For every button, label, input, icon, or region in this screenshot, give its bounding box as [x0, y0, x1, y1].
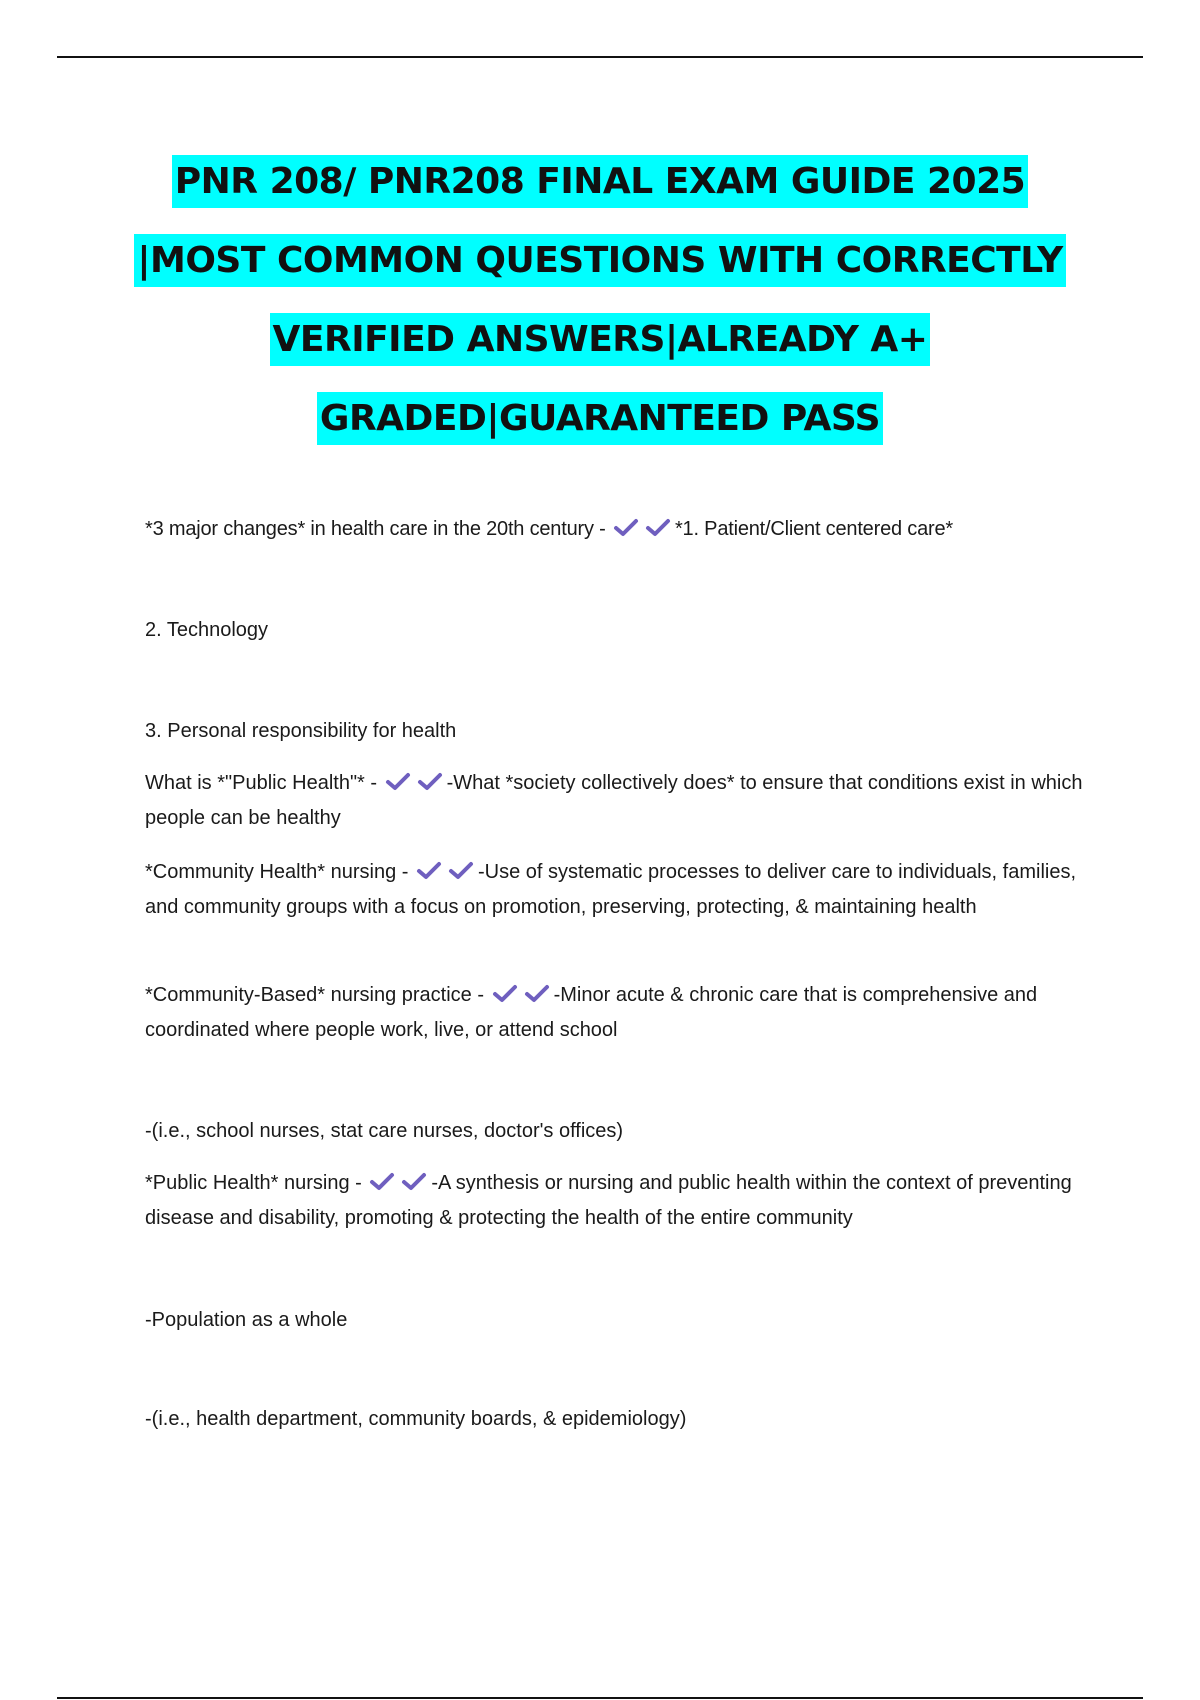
checkmark-icon: [416, 858, 444, 878]
answer-text: -Use of systematic processes to deliver care to individuals, families, and community groups with a focus on promotion, preserving, protecting, & maintaining health: [145, 861, 1077, 918]
checkmark-icon: [417, 769, 445, 789]
title-line-2: |MOST COMMON QUESTIONS WITH CORRECTLY: [134, 234, 1065, 287]
checkmark-icon: [401, 1169, 429, 1189]
question-text: *Community Health* nursing -: [145, 861, 414, 883]
title-line-3: VERIFIED ANSWERS|ALREADY A+: [270, 313, 931, 366]
answer-text: -A synthesis or nursing and public health within the context of preventing disease and disability, promoting & protecting the health of the entire community: [145, 1172, 1072, 1229]
qa-item: [145, 855, 1090, 925]
title-line-4: GRADED|GUARANTEED PASS: [317, 392, 883, 445]
top-rule: [57, 56, 1143, 58]
checkmark-icon: [492, 981, 520, 1001]
list-item: 3. Personal responsibility for health: [145, 720, 457, 742]
checkmark-icon: [524, 981, 552, 1001]
checkmark-icon: [613, 515, 641, 535]
qa-item: [145, 978, 1090, 1048]
answer-text: -What *society collectively does* to ensure that conditions exist in which people can be healthy: [145, 772, 1083, 829]
question-text: What is *"Public Health"* -: [145, 772, 383, 794]
checkmark-icon: [369, 1169, 397, 1189]
answer-text: -Minor acute & chronic care that is comprehensive and coordinated where people work, live, or attend school: [145, 984, 1038, 1041]
question-text: *Public Health* nursing -: [145, 1172, 368, 1194]
title-line-1: PNR 208/ PNR208 FINAL EXAM GUIDE 2025: [172, 155, 1028, 208]
list-item: -(i.e., health department, community boards, & epidemiology): [145, 1408, 687, 1430]
qa-item: [145, 1166, 1090, 1236]
document-title: [0, 142, 1200, 458]
question-text: *3 major changes* in health care in the 20th century -: [145, 518, 611, 540]
list-item: 2. Technology: [145, 619, 269, 641]
answer-text: *1. Patient/Client centered care*: [674, 518, 953, 540]
list-item: -(i.e., school nurses, stat care nurses, doctor's offices): [145, 1120, 624, 1142]
question-text: *Community-Based* nursing practice -: [145, 984, 490, 1006]
qa-item: [145, 766, 1090, 836]
checkmark-icon: [385, 769, 413, 789]
qa-item: [145, 512, 1090, 547]
checkmark-icon: [645, 515, 673, 535]
checkmark-icon: [448, 858, 476, 878]
list-item: -Population as a whole: [145, 1309, 348, 1331]
bottom-rule: [57, 1697, 1143, 1699]
